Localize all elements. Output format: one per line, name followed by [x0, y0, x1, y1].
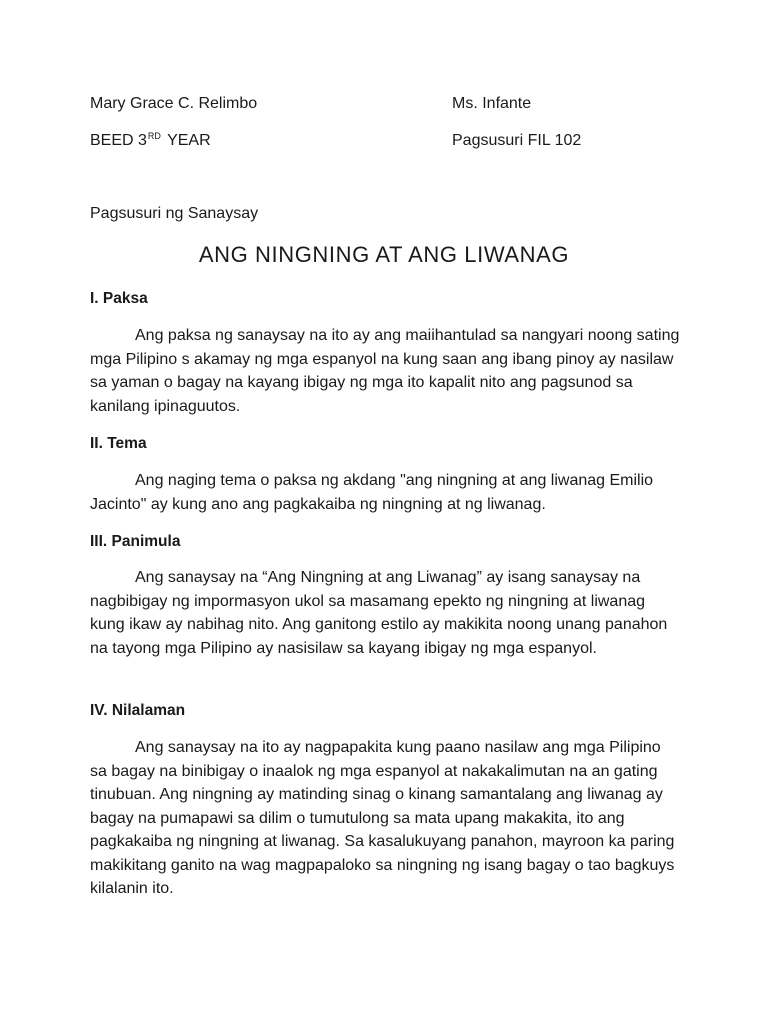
year-level-superscript: RD: [147, 131, 161, 141]
section-heading-panimula: III. Panimula: [90, 533, 181, 550]
section-heading-paksa: I. Paksa: [90, 290, 148, 307]
year-level-suffix: YEAR: [162, 132, 211, 149]
section-heading-tema: II. Tema: [90, 435, 147, 452]
year-level-prefix: BEED 3: [90, 132, 147, 149]
teacher-name: Ms. Infante: [452, 95, 532, 112]
section-heading-nilalaman: IV. Nilalaman: [90, 702, 186, 719]
section-body-tema: Ang naging tema o paksa ng akdang "ang ningning at ang liwanag Emilio Jacinto" ay kung ano ang pagkakaiba ng ningning at ng liwanag.: [90, 472, 654, 513]
year-level: [90, 131, 211, 152]
section-body-paksa: Ang paksa ng sanaysay na ito ay ang maiihantulad sa nangyari noong sating mga Pilipino s akamay ng mga espanyol na kung saan ang ibang pinoy ay nasilaw sa yaman o bagay na kayang ibigay ng mga ito kapalit nito ang pagsunod sa kanilang ipinaguutos.: [90, 327, 680, 415]
course-code: Pagsusuri FIL 102: [452, 132, 582, 149]
student-name: Mary Grace C. Relimbo: [90, 95, 258, 112]
section-body-nilalaman: Ang sanaysay na ito ay nagpapakita kung paano nasilaw ang mga Pilipino sa bagay na binibigay o inaalok ng mga espanyol at nakakalimutan na an gating tinubuan. Ang ningning ay matinding sinag o kinang samantalang ang liwanag ay bagay na pumapawi sa dilim o tumutulong sa mata upang makakita, ito ang pagkakaiba ng ningning at liwanag. Sa kasalukuyang panahon, mayroon ka paring makikitang ganito na wag magpapaloko sa ningning ng isang bagay o tao bagkuys kilalanin ito.: [90, 739, 675, 897]
section-body-panimula: Ang sanaysay na “Ang Ningning at ang Liwanag” ay isang sanaysay na nagbibigay ng impormasyon ukol sa masamang epekto ng ningning at liwanag kung ikaw ay nabihag nito. Ang ganitong estilo ay makikita noong unang panahon na tayong mga Pilipino ay nasisilaw sa kayang ibigay ng mga espanyol.: [90, 569, 668, 657]
document-title: ANG NINGNING AT ANG LIWANAG: [198, 242, 570, 267]
document-intro: Pagsusuri ng Sanaysay: [90, 205, 259, 222]
